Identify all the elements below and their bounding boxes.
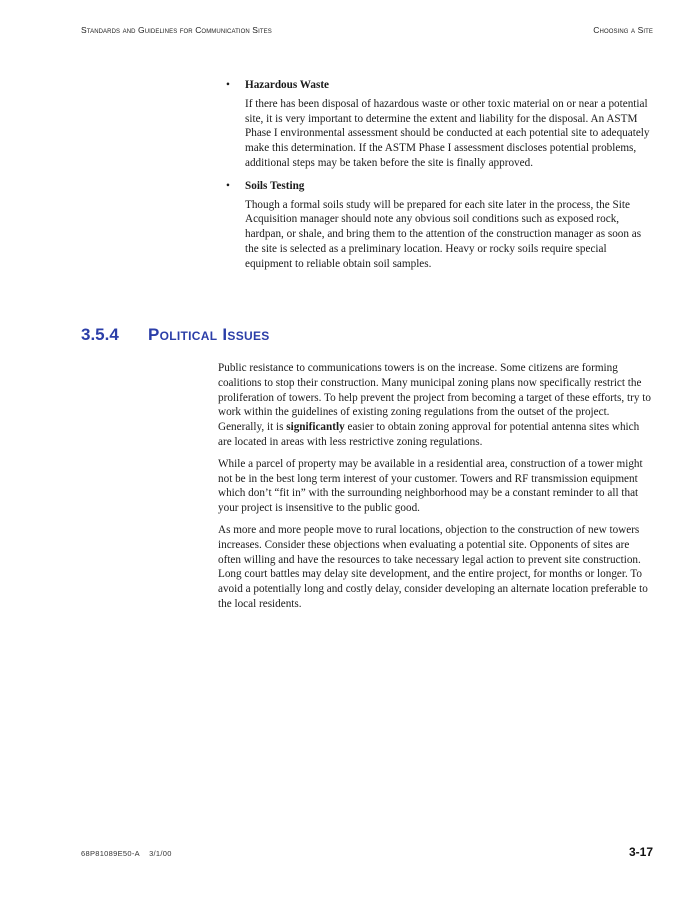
paragraph-2: While a parcel of property may be available in a residential area, construction of a tower might not be in the best long term interest of your customer. Towers and RF transmission equipment which don’t “fit in” with the surrounding neighborhood may be a constant reminder to all that your project is insensitive to the public good. bbox=[218, 457, 643, 515]
footer-document-id: 68P81089E50-A 3/1/00 bbox=[81, 849, 172, 858]
bullet-list bbox=[226, 78, 654, 280]
bullet-item-hazardous-waste bbox=[226, 78, 654, 171]
section-number: 3.5.4 bbox=[81, 325, 119, 344]
bullet-body: If there has been disposal of hazardous waste or other toxic material on or near a potential site, it is very important to determine the extent and liability for the disposal. An ASTM Phase I environmental assessment should be conducted at each potential site to adequately make this determination. If the ASTM Phase I assessment discloses potential problems, additional steps may be taken before the site is finally approved. bbox=[245, 97, 650, 169]
bullet-marker: • bbox=[226, 179, 230, 192]
footer-page-number: 3-17 bbox=[628, 845, 653, 859]
bullet-item-soils-testing bbox=[226, 179, 654, 272]
running-header-title: Standards and Guidelines for Communication Sites bbox=[81, 25, 272, 35]
bullet-marker: • bbox=[226, 79, 230, 91]
running-header-chapter: Choosing a Site bbox=[593, 25, 653, 35]
section-title: Political Issues bbox=[148, 325, 270, 344]
emphasis-text: significantly bbox=[286, 421, 345, 434]
bullet-title: Soils Testing bbox=[245, 179, 305, 192]
bullet-title: Hazardous Waste bbox=[245, 79, 330, 91]
paragraph-1-text-a: Public resistance to communications towers is on the increase. Some citizens are forming coalitions to stop their construction. Many municipal zoning plans now specifically restrict the proliferation of towers. To help prevent the project from becoming a target of these efforts, try to work within the guidelines of existing zoning regulations from the outset of the project. Generally, it is bbox=[218, 362, 651, 434]
paragraph-3: As more and more people move to rural locations, objection to the construction of new towers increases. Consider these objections when evaluating a potential site. Opponents of sites are often willing and have the resources to take necessary legal action to prevent site construction. Long court battles may delay site development, and the entire project, for months or longer. To avoid a potentially long and costly delay, consider developing an alternate location preferable to the local residents. bbox=[218, 523, 648, 610]
paragraph-1 bbox=[218, 361, 654, 450]
body-text bbox=[218, 361, 654, 619]
paragraph-1-text-b: easier to obtain zoning approval for potential antenna sites which are located in areas with less restrictive zoning regulations. bbox=[218, 421, 640, 448]
bullet-body: Though a formal soils study will be prepared for each site later in the process, the Site Acquisition manager should note any obvious soil conditions such as exposed rock, hardpan, or shale, and bring them to the attention of the construction manager as soon as the site is selected as a preliminary location. Heavy or rocky soils require special equipment to reliable obtain soil samples. bbox=[245, 198, 642, 270]
